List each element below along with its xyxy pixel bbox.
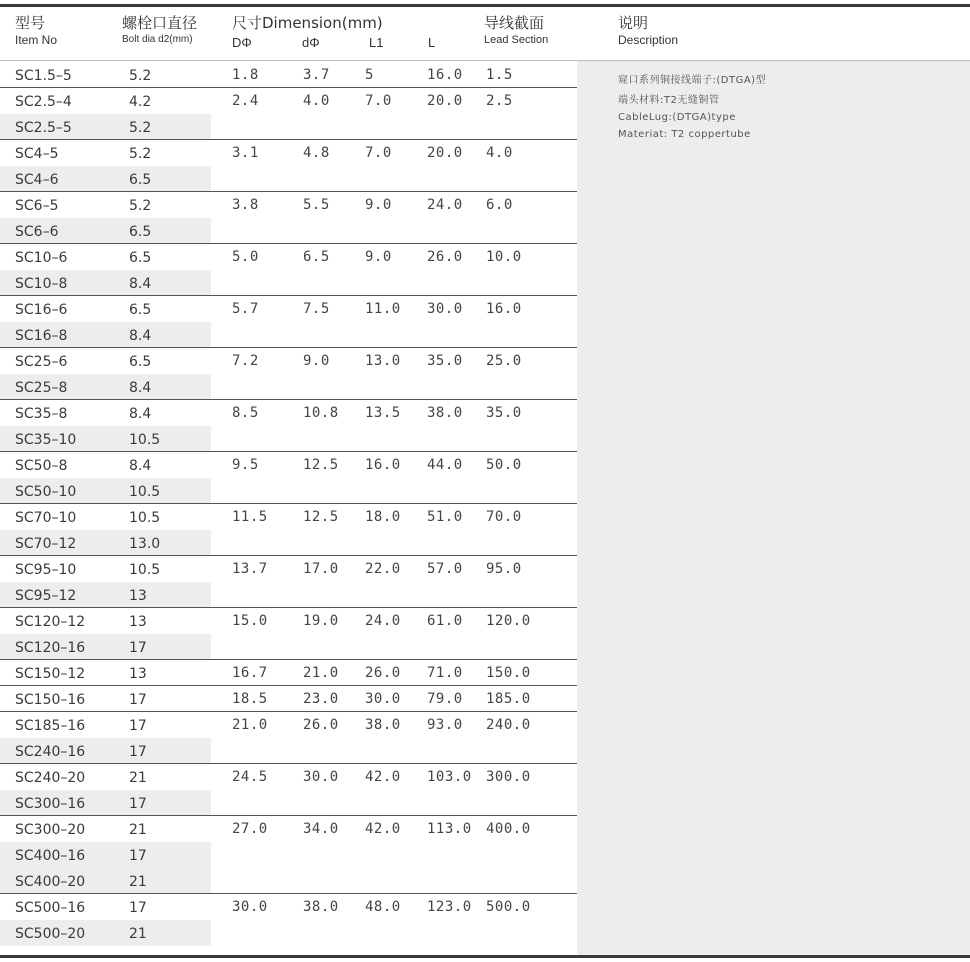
item-no-cell: SC500–20 — [15, 926, 86, 942]
header-dim-L1: L1 — [369, 35, 384, 50]
header-bolt-cn: 螺栓口直径 — [122, 14, 198, 32]
dimension-cell-d: 12.5 — [303, 509, 339, 525]
item-no-cell: SC240–20 — [15, 770, 86, 786]
bolt-dia-cell: 8.4 — [129, 406, 152, 422]
item-no-cell: SC300–16 — [15, 796, 86, 812]
dimension-cell-d: 4.0 — [303, 93, 330, 109]
dimension-cell-L1: 26.0 — [365, 665, 401, 681]
dimension-cell-D: 9.5 — [232, 457, 259, 473]
dimension-cell-L1: 18.0 — [365, 509, 401, 525]
header-item-cn: 型号 — [15, 14, 46, 32]
item-no-cell: SC16–6 — [15, 302, 68, 318]
bolt-dia-cell: 8.4 — [129, 380, 152, 396]
dimension-cell-D: 3.1 — [232, 145, 259, 161]
item-no-cell: SC150–16 — [15, 692, 86, 708]
dimension-cell-L: 44.0 — [427, 457, 463, 473]
bolt-dia-cell: 8.4 — [129, 458, 152, 474]
dimension-cell-lead: 185.0 — [486, 691, 531, 707]
dimension-cell-d: 5.5 — [303, 197, 330, 213]
item-no-cell: SC2.5–4 — [15, 94, 72, 110]
group-divider — [0, 87, 577, 88]
dimension-cell-d: 7.5 — [303, 301, 330, 317]
dimension-cell-d: 4.8 — [303, 145, 330, 161]
bolt-dia-cell: 10.5 — [129, 432, 161, 448]
header-dimension — [232, 14, 383, 32]
bolt-dia-cell: 17 — [129, 900, 147, 916]
dimension-cell-lead: 500.0 — [486, 899, 531, 915]
item-no-cell: SC4–6 — [15, 172, 59, 188]
dimension-cell-D: 3.8 — [232, 197, 259, 213]
bolt-dia-cell: 13 — [129, 614, 147, 630]
group-divider — [0, 555, 577, 556]
description-line: CableLug:(DTGA)type — [618, 112, 736, 123]
dimension-cell-d: 23.0 — [303, 691, 339, 707]
header-lead-en: Lead Section — [484, 34, 549, 46]
item-no-cell: SC6–6 — [15, 224, 59, 240]
dimension-cell-d: 30.0 — [303, 769, 339, 785]
dimension-cell-d: 26.0 — [303, 717, 339, 733]
dimension-cell-d: 9.0 — [303, 353, 330, 369]
dimension-cell-D: 24.5 — [232, 769, 268, 785]
bolt-dia-cell: 8.4 — [129, 276, 152, 292]
description-line: 端头材料:T2无缝铜管 — [618, 95, 720, 106]
dimension-cell-lead: 35.0 — [486, 405, 522, 421]
dimension-cell-L: 71.0 — [427, 665, 463, 681]
item-no-cell: SC400–20 — [15, 874, 86, 890]
header-lead-cn: 导线截面 — [484, 14, 545, 32]
dimension-cell-d: 21.0 — [303, 665, 339, 681]
bolt-dia-cell: 17 — [129, 640, 147, 656]
dimension-cell-L: 123.0 — [427, 899, 472, 915]
item-no-cell: SC185–16 — [15, 718, 86, 734]
group-divider — [0, 685, 577, 686]
dimension-cell-D: 13.7 — [232, 561, 268, 577]
group-divider — [0, 295, 577, 296]
dimension-cell-L1: 9.0 — [365, 197, 392, 213]
dimension-cell-d: 3.7 — [303, 67, 330, 83]
bolt-dia-cell: 5.2 — [129, 198, 152, 214]
dimension-cell-d: 6.5 — [303, 249, 330, 265]
bolt-dia-cell: 6.5 — [129, 302, 152, 318]
bolt-dia-cell: 17 — [129, 796, 147, 812]
dimension-cell-D: 7.2 — [232, 353, 259, 369]
dimension-cell-L: 57.0 — [427, 561, 463, 577]
dimension-cell-d: 34.0 — [303, 821, 339, 837]
group-divider — [0, 607, 577, 608]
group-divider — [0, 711, 577, 712]
dimension-cell-L: 35.0 — [427, 353, 463, 369]
bolt-dia-cell: 6.5 — [129, 354, 152, 370]
dimension-cell-L1: 13.0 — [365, 353, 401, 369]
dimension-cell-lead: 4.0 — [486, 145, 513, 161]
dimension-cell-L1: 42.0 — [365, 821, 401, 837]
bottom-border — [0, 955, 970, 958]
item-no-cell: SC300–20 — [15, 822, 86, 838]
group-divider — [0, 815, 577, 816]
item-no-cell: SC6–5 — [15, 198, 59, 214]
item-no-cell: SC4–5 — [15, 146, 59, 162]
group-divider — [0, 191, 577, 192]
bolt-dia-cell: 21 — [129, 770, 147, 786]
dimension-cell-L: 20.0 — [427, 93, 463, 109]
dimension-cell-D: 2.4 — [232, 93, 259, 109]
item-no-cell: SC240–16 — [15, 744, 86, 760]
group-divider — [0, 451, 577, 452]
item-no-cell: SC50–10 — [15, 484, 77, 500]
description-panel — [577, 61, 970, 955]
group-divider — [0, 659, 577, 660]
dimension-cell-d: 12.5 — [303, 457, 339, 473]
dimension-cell-lead: 150.0 — [486, 665, 531, 681]
dimension-cell-L1: 13.5 — [365, 405, 401, 421]
bolt-dia-cell: 21 — [129, 926, 147, 942]
bolt-dia-cell: 17 — [129, 848, 147, 864]
bolt-dia-cell: 17 — [129, 692, 147, 708]
dimension-cell-lead: 6.0 — [486, 197, 513, 213]
dimension-cell-L1: 7.0 — [365, 145, 392, 161]
dimension-cell-L: 16.0 — [427, 67, 463, 83]
item-no-cell: SC120–12 — [15, 614, 86, 630]
header-desc-cn: 说明 — [618, 14, 649, 32]
dimension-cell-L1: 48.0 — [365, 899, 401, 915]
dimension-cell-L1: 24.0 — [365, 613, 401, 629]
dimension-cell-d: 19.0 — [303, 613, 339, 629]
dimension-cell-lead: 120.0 — [486, 613, 531, 629]
item-no-cell: SC95–10 — [15, 562, 77, 578]
dimension-cell-D: 11.5 — [232, 509, 268, 525]
dimension-cell-L1: 42.0 — [365, 769, 401, 785]
dimension-cell-L: 24.0 — [427, 197, 463, 213]
dimension-cell-L: 93.0 — [427, 717, 463, 733]
bolt-dia-cell: 6.5 — [129, 172, 152, 188]
bolt-dia-cell: 21 — [129, 874, 147, 890]
dimension-cell-D: 15.0 — [232, 613, 268, 629]
bolt-dia-cell: 10.5 — [129, 562, 161, 578]
dimension-cell-L: 103.0 — [427, 769, 472, 785]
dimension-cell-d: 38.0 — [303, 899, 339, 915]
item-no-cell: SC2.5–5 — [15, 120, 72, 136]
item-no-cell: SC35–8 — [15, 406, 68, 422]
header-bolt — [122, 14, 197, 48]
item-no-cell: SC25–6 — [15, 354, 68, 370]
item-no-cell: SC120–16 — [15, 640, 86, 656]
item-no-cell: SC500–16 — [15, 900, 86, 916]
group-divider — [0, 503, 577, 504]
bolt-dia-cell: 8.4 — [129, 328, 152, 344]
dimension-cell-D: 18.5 — [232, 691, 268, 707]
bolt-dia-cell: 5.2 — [129, 120, 152, 136]
dimension-cell-D: 16.7 — [232, 665, 268, 681]
dimension-cell-D: 8.5 — [232, 405, 259, 421]
item-no-cell: SC400–16 — [15, 848, 86, 864]
header-description — [618, 14, 678, 48]
header-dim-D: DΦ — [232, 35, 252, 50]
description-line: 窥口系列铜接线端子:(DTGA)型 — [618, 75, 767, 86]
dimension-cell-D: 1.8 — [232, 67, 259, 83]
dimension-cell-lead: 16.0 — [486, 301, 522, 317]
bolt-dia-cell: 5.2 — [129, 68, 152, 84]
group-divider — [0, 893, 577, 894]
dimension-cell-D: 27.0 — [232, 821, 268, 837]
item-no-cell: SC16–8 — [15, 328, 68, 344]
bolt-dia-cell: 17 — [129, 718, 147, 734]
item-no-cell: SC70–10 — [15, 510, 77, 526]
group-divider — [0, 347, 577, 348]
dimension-cell-L1: 7.0 — [365, 93, 392, 109]
item-no-cell: SC1.5–5 — [15, 68, 72, 84]
header-dim-d: dΦ — [302, 35, 320, 50]
item-no-cell: SC25–8 — [15, 380, 68, 396]
bolt-dia-cell: 13 — [129, 666, 147, 682]
item-no-cell: SC50–8 — [15, 458, 68, 474]
dimension-cell-lead: 1.5 — [486, 67, 513, 83]
dimension-cell-d: 17.0 — [303, 561, 339, 577]
dimension-cell-lead: 50.0 — [486, 457, 522, 473]
dimension-cell-L1: 16.0 — [365, 457, 401, 473]
dimension-cell-lead: 2.5 — [486, 93, 513, 109]
group-divider — [0, 243, 577, 244]
dimension-cell-lead: 70.0 — [486, 509, 522, 525]
dimension-cell-D: 5.0 — [232, 249, 259, 265]
item-no-cell: SC10–8 — [15, 276, 68, 292]
bolt-dia-cell: 17 — [129, 744, 147, 760]
dimension-cell-L1: 9.0 — [365, 249, 392, 265]
dimension-cell-D: 30.0 — [232, 899, 268, 915]
header-item — [15, 14, 57, 48]
dimension-cell-L: 51.0 — [427, 509, 463, 525]
top-border — [0, 4, 970, 7]
bolt-dia-cell: 21 — [129, 822, 147, 838]
bolt-dia-cell: 5.2 — [129, 146, 152, 162]
header-item-en: Item No — [15, 33, 58, 47]
header-bolt-en: Bolt dia d2(mm) — [122, 34, 193, 45]
item-no-cell: SC35–10 — [15, 432, 77, 448]
dimension-cell-d: 10.8 — [303, 405, 339, 421]
dimension-cell-L: 26.0 — [427, 249, 463, 265]
header-desc-en: Description — [618, 33, 679, 47]
dimension-cell-L1: 30.0 — [365, 691, 401, 707]
group-divider — [0, 763, 577, 764]
group-divider — [0, 139, 577, 140]
dimension-cell-L: 30.0 — [427, 301, 463, 317]
bolt-dia-cell: 10.5 — [129, 484, 161, 500]
description-line: Materiat: T2 coppertube — [618, 129, 751, 140]
dimension-cell-L1: 11.0 — [365, 301, 401, 317]
dimension-cell-L: 61.0 — [427, 613, 463, 629]
dimension-cell-lead: 10.0 — [486, 249, 522, 265]
bolt-dia-cell: 13.0 — [129, 536, 161, 552]
dimension-cell-L: 20.0 — [427, 145, 463, 161]
dimension-cell-lead: 400.0 — [486, 821, 531, 837]
item-no-cell: SC10–6 — [15, 250, 68, 266]
dimension-cell-D: 21.0 — [232, 717, 268, 733]
bolt-dia-cell: 4.2 — [129, 94, 152, 110]
item-no-cell: SC70–12 — [15, 536, 77, 552]
header-lead — [484, 14, 548, 48]
bolt-dia-cell: 6.5 — [129, 250, 152, 266]
dimension-cell-L: 79.0 — [427, 691, 463, 707]
header-dim-L: L — [428, 35, 436, 50]
dimension-cell-L: 113.0 — [427, 821, 472, 837]
header-dimension-title: 尺寸Dimension(mm) — [232, 14, 383, 32]
dimension-cell-D: 5.7 — [232, 301, 259, 317]
bolt-dia-cell: 6.5 — [129, 224, 152, 240]
dimension-cell-L1: 22.0 — [365, 561, 401, 577]
dimension-cell-L1: 5 — [365, 67, 374, 83]
dimension-cell-L1: 38.0 — [365, 717, 401, 733]
dimension-cell-lead: 25.0 — [486, 353, 522, 369]
dimension-cell-L: 38.0 — [427, 405, 463, 421]
dimension-cell-lead: 240.0 — [486, 717, 531, 733]
dimension-cell-lead: 300.0 — [486, 769, 531, 785]
bolt-dia-cell: 13 — [129, 588, 147, 604]
bolt-dia-cell: 10.5 — [129, 510, 161, 526]
dimension-cell-lead: 95.0 — [486, 561, 522, 577]
item-no-cell: SC95–12 — [15, 588, 77, 604]
item-no-cell: SC150–12 — [15, 666, 86, 682]
group-divider — [0, 399, 577, 400]
